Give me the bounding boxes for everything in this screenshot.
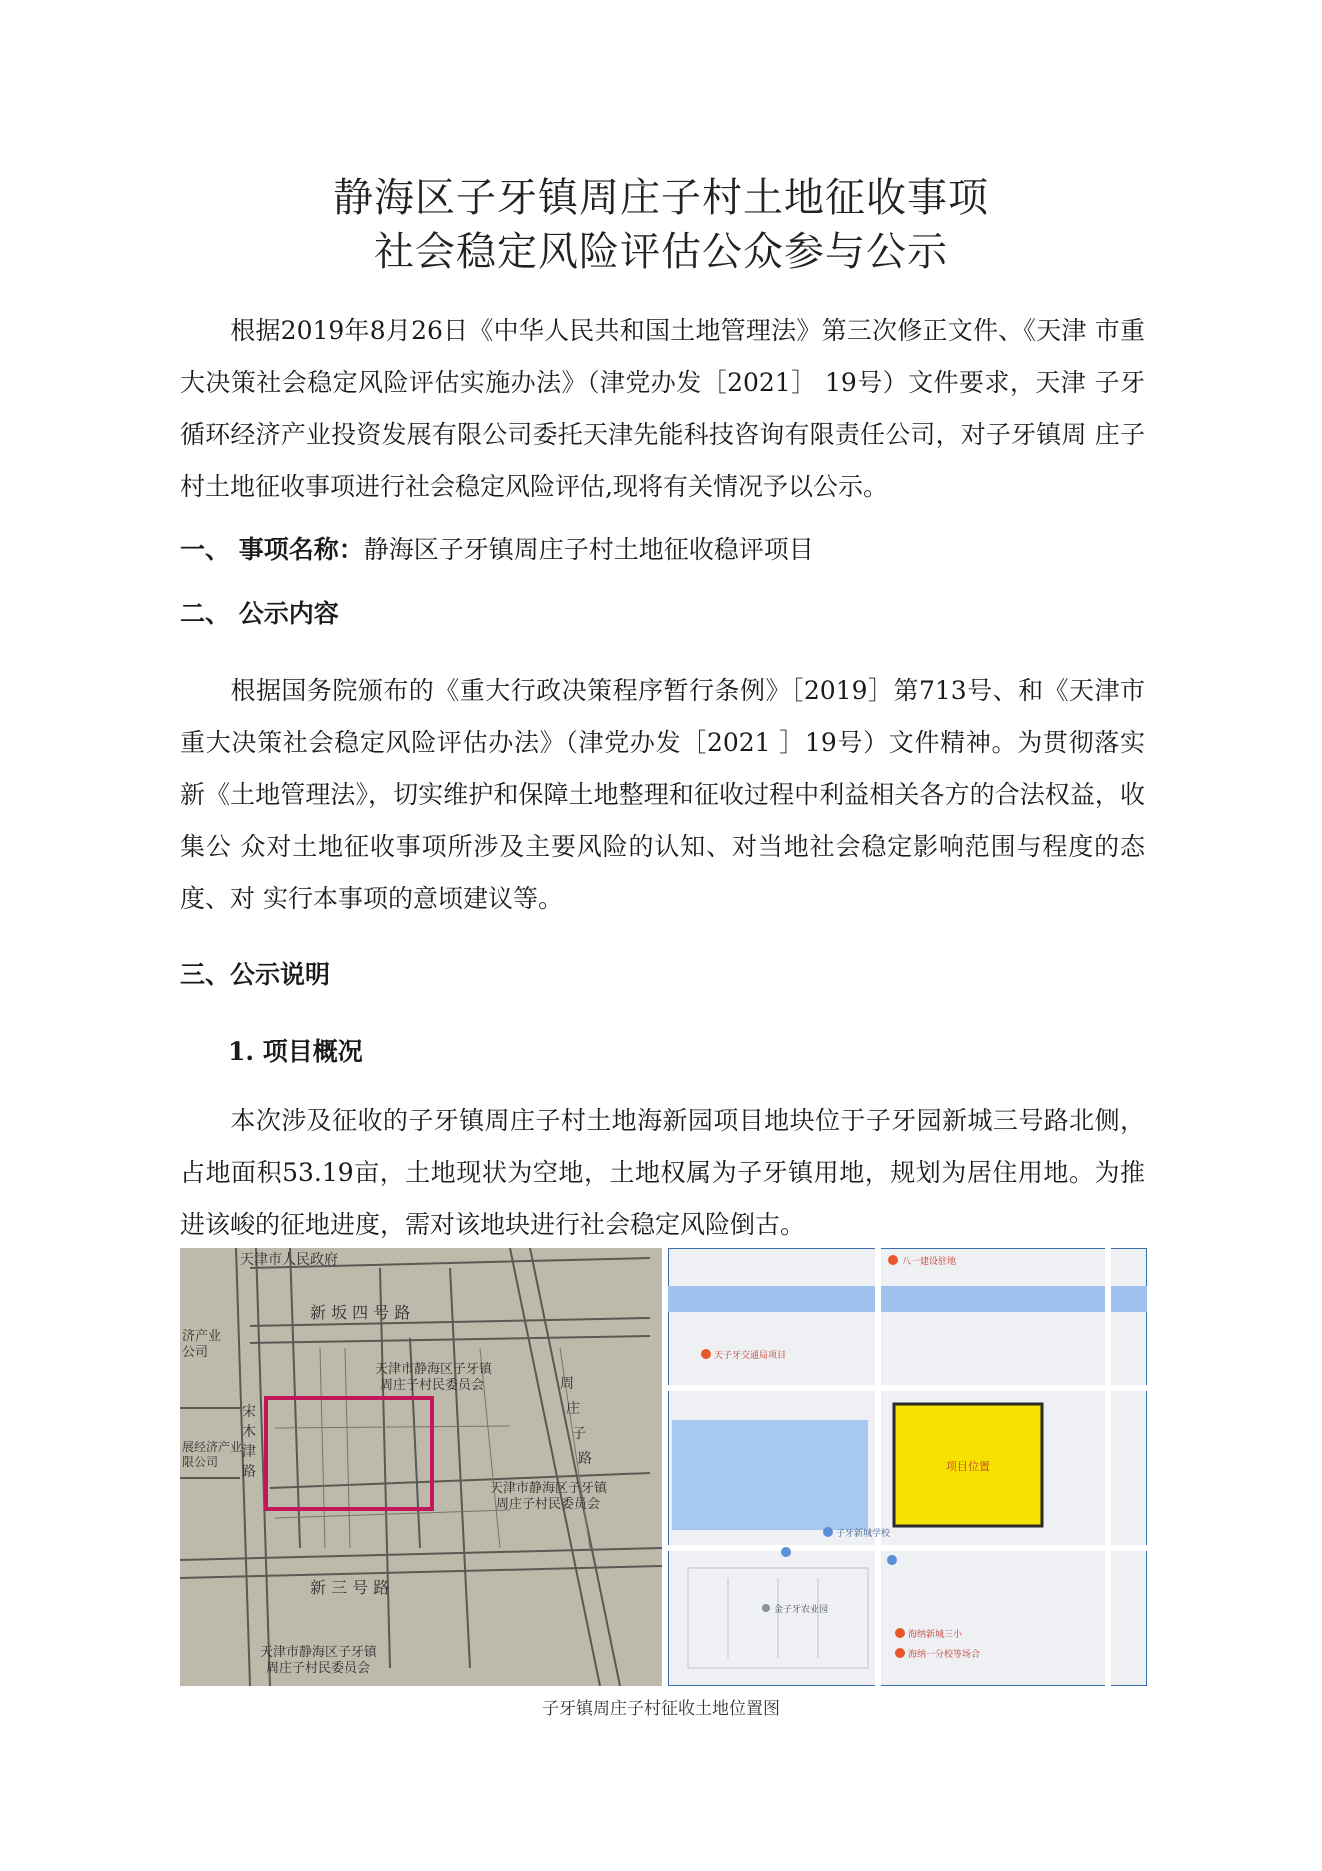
project-location-label: 项目位置	[946, 1460, 990, 1473]
sub1-text: 本次涉及征收的子牙镇周庄子村土地海新园项目地块位于子牙园新城三号路北侧， 占地面积53.19亩，土地现状为空地，土地权属为子牙镇用地，规划为居住用地。为推 进该峻的征地进度，需对该地块进行社会稳定风险倒古。	[180, 1106, 1145, 1239]
map-label-road-north: 新 坂 四 号 路	[310, 1303, 411, 1322]
map-label-company2: 展经济产业	[182, 1440, 243, 1454]
section2-text: 根据国务院颁布的《重大行政决策程序暂行条例》［2019］第713号、和《天津市重大决策社会稳定风险评估办法》（津党办发［2021 ］19号）文件精神。为贯彻落实新《土地管理法》，切实维护和保障土地整理和征收过程中利益相关各方的合法权益，收集公 众对土地征收事项所涉及主要风险的认知、对当地社会稳定影响范围与程度的态度、对 实行本事项的意顷建议等。	[180, 676, 1145, 913]
map-label-village-a1: 天津市静海区子牙镇	[375, 1362, 493, 1377]
poi-c: 海纳一分校等场合	[908, 1650, 981, 1660]
poi-a: 金子牙农业园	[774, 1605, 829, 1615]
map-label-side-v1: 宋	[242, 1404, 256, 1420]
map-label-village-c2: 周庄子村民委员会	[266, 1661, 371, 1676]
section1-value: 静海区子牙镇周庄子村土地征收稳评项目	[363, 535, 814, 564]
map-label-east-v1: 周	[560, 1376, 574, 1392]
river	[668, 1286, 1147, 1312]
digital-map	[668, 1248, 1147, 1686]
map-label-side-v4: 路	[242, 1464, 256, 1480]
poi-mid: 天子牙交通局项目	[714, 1351, 787, 1361]
section3-heading: 三、公示说明	[180, 960, 331, 989]
map-label-road-south: 新 三 号 路	[310, 1578, 390, 1597]
map-label-east-v4: 路	[578, 1451, 592, 1467]
map-label-east-v2: 庄	[566, 1401, 580, 1417]
section2-paragraph	[180, 665, 1145, 925]
section2-heading: 二、 公示内容	[180, 599, 339, 628]
map-label-company1b: 公司	[182, 1345, 209, 1360]
section1-label: 一、 事项名称：	[180, 535, 364, 564]
poi-school: 子牙新城学校	[836, 1529, 891, 1539]
map-label-side-v2: 木	[242, 1424, 256, 1440]
map-label-village-b1: 天津市静海区子牙镇	[490, 1481, 608, 1496]
cadastral-map	[180, 1248, 662, 1686]
map-label-side-v3: 津	[242, 1444, 256, 1460]
map-label-village-a2: 周庄子村民委员会	[380, 1378, 485, 1393]
map-label-east-v3: 子	[572, 1426, 586, 1442]
map-label-village-c1: 天津市静海区子牙镇	[260, 1645, 378, 1660]
intro-text: 根据2019年8月26日《中华人民共和国土地管理法》第三次修正文件、《天津 市重大决策社会稳定风险评估实施办法》（津党办发［2021］ 19号）文件要求，天津 子牙循环经济产业投资发展有限公司委托天津先能科技咨询有限责任公司，对子牙镇周 庄子村土地征收事项进行社会稳定风险评估,现将有关情况予以公示。	[180, 316, 1145, 501]
section1-heading	[180, 530, 814, 570]
map-label-village-b2: 周庄子村民委员会	[496, 1497, 601, 1512]
document-title-line1: 静海区子牙镇周庄子村土地征收事项	[333, 175, 989, 221]
location-maps	[180, 1248, 1147, 1686]
document-title-line2: 社会稳定风险评估公众参与公示	[374, 229, 948, 275]
sub1-paragraph	[180, 1095, 1145, 1251]
intro-paragraph	[180, 305, 1145, 513]
poi-top: 八一建设驻地	[902, 1257, 957, 1267]
map-label-company1: 济产业	[182, 1329, 222, 1344]
map-label-gov: 天津市人民政府	[240, 1252, 338, 1268]
poi-b: 海纳新城三小	[908, 1630, 963, 1640]
figure-caption: 子牙镇周庄子村征收土地位置图	[542, 1699, 780, 1719]
map-label-company2b: 限公司	[182, 1455, 219, 1469]
sub1-heading: 1. 项目概况	[228, 1037, 363, 1066]
water-area	[672, 1420, 868, 1530]
